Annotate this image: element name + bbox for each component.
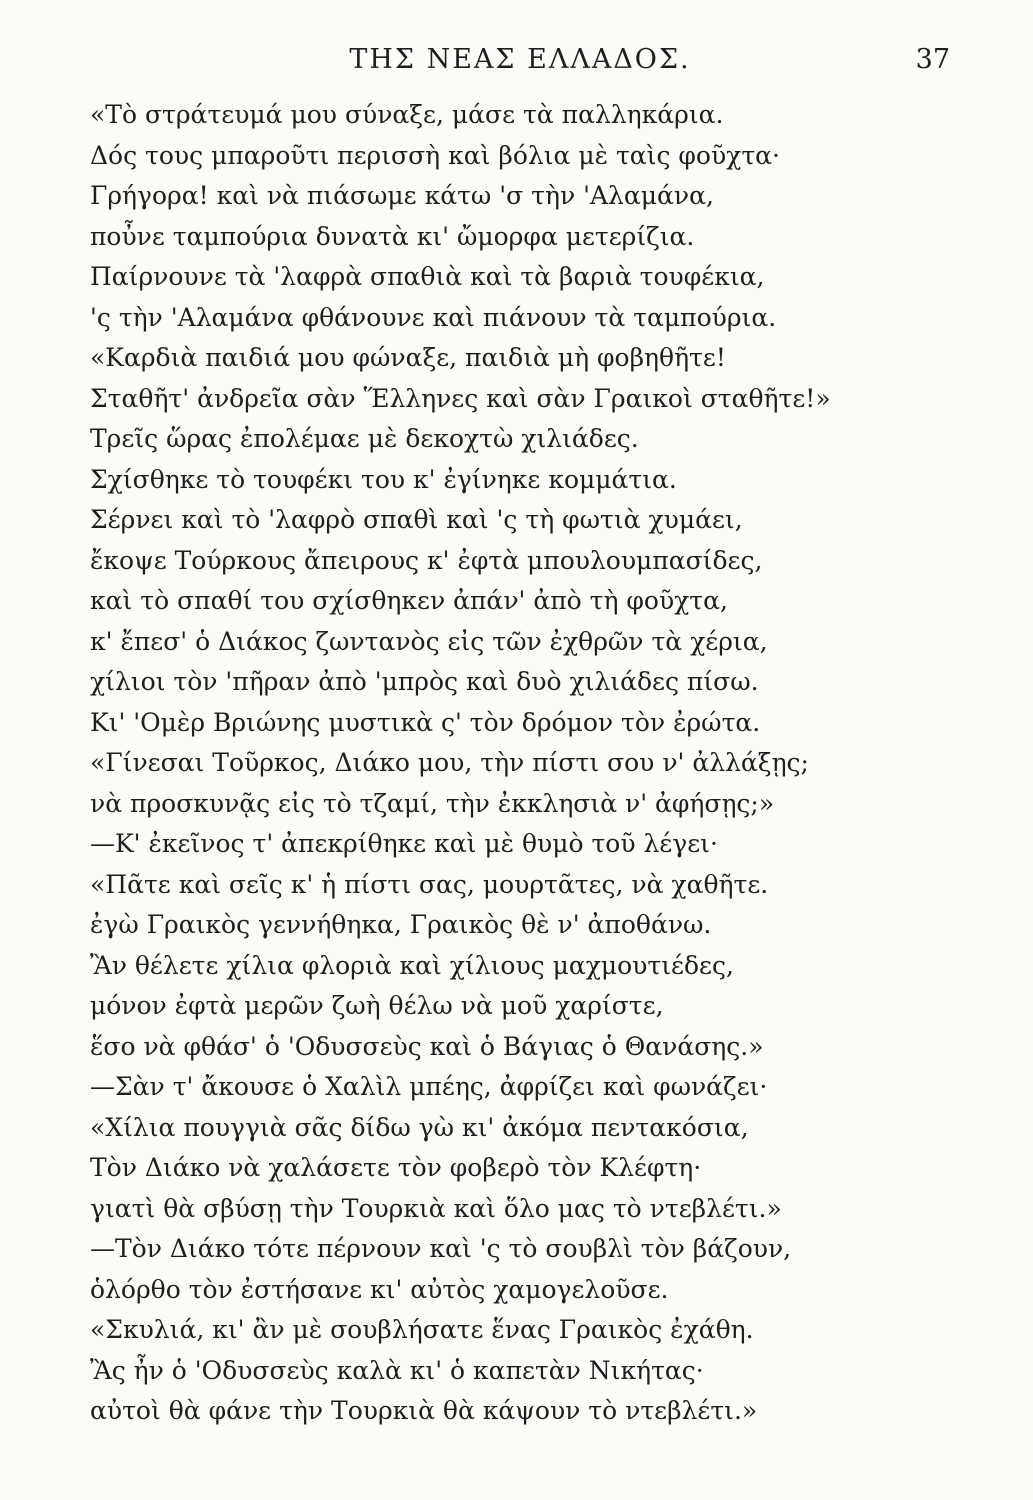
verse-line: κ' ἔπεσ' ὁ Διάκος ζωντανὸς εἰς τῶν ἐχθρῶν τὰ χέρια, bbox=[90, 626, 768, 656]
page-number: 37 bbox=[915, 44, 950, 75]
verse-line: «Καρδιὰ παιδιά μου φώναξε, παιδιὰ μὴ φοβηθῆτε! bbox=[90, 343, 726, 372]
verse-line: ποὖνε ταμπούρια δυνατὰ κι' ὤμορφα μετερίζια. bbox=[90, 221, 695, 251]
verse-line: καὶ τὸ σπαθί του σχίσθηκεν ἀπάν' ἀπὸ τὴ φοῦχτα, bbox=[90, 586, 728, 615]
verse-line: «Τὸ στράτευμά μου σύναξε, μάσε τὰ παλληκάρια. bbox=[90, 100, 724, 129]
verse-line: Σέρνει καὶ τὸ 'λαφρὸ σπαθὶ καὶ 'ς τὴ φωτιὰ χυμάει, bbox=[90, 505, 743, 534]
verse-line: νὰ προσκυνᾷς εἰς τὸ τζαμί, τὴν ἐκκλησιὰ ν' ἀφήσῃς;» bbox=[90, 788, 775, 818]
verse-line: Τρεῖς ὥρας ἐπολέμαε μὲ δεκοχτὼ χιλιάδες. bbox=[90, 424, 639, 453]
verse-line: —Τὸν Διάκο τότε πέρνουν καὶ 'ς τὸ σουβλὶ τὸν βάζουν, bbox=[90, 1234, 792, 1263]
verse-line: 'ς τὴν 'Αλαμάνα φθάνουνε καὶ πιάνουν τὰ ταμπούρια. bbox=[90, 302, 777, 332]
verse-line: Παίρνουνε τὰ 'λαφρὰ σπαθιὰ καὶ τὰ βαριὰ τουφέκια, bbox=[90, 262, 765, 291]
verse-line: Τὸν Διάκο νὰ χαλάσετε τὸν φοβερὸ τὸν Κλέφτη· bbox=[90, 1153, 702, 1182]
verse-line: Σχίσθηκε τὸ τουφέκι του κ' ἐγίνηκε κομμάτια. bbox=[90, 464, 677, 494]
verse-line: γιατὶ θὰ σβύσῃ τὴν Τουρκιὰ καὶ ὅλο μας τὸ ντεβλέτι.» bbox=[90, 1193, 782, 1223]
verse-line: αὐτοὶ θὰ φάνε τὴν Τουρκιὰ θὰ κάψουν τὸ ντεβλέτι.» bbox=[90, 1396, 758, 1425]
verse-line: ἕσο νὰ φθάσ' ὁ 'Οδυσσεὺς καὶ ὁ Βάγιας ὁ Θανάσης.» bbox=[90, 1031, 764, 1061]
verse-line: «Σκυλιά, κι' ἂν μὲ σουβλήσατε ἕνας Γραικὸς ἐχάθη. bbox=[90, 1315, 754, 1344]
verse-line: «Γίνεσαι Τοῦρκος, Διάκο μου, τὴν πίστι σου ν' ἀλλάξῃς; bbox=[90, 748, 809, 777]
poem-text bbox=[90, 95, 950, 1432]
verse-line: ἔκοψε Τούρκους ἄπειρους κ' ἐφτὰ μπουλουμπασίδες, bbox=[90, 545, 763, 575]
verse-line: ἐγὼ Γραικὸς γεννήθηκα, Γραικὸς θὲ ν' ἀποθάνω. bbox=[90, 910, 712, 939]
verse-line: Ἂς ἦν ὁ 'Οδυσσεὺς καλὰ κι' ὁ καπετὰν Νικήτας· bbox=[90, 1355, 704, 1385]
running-title: ΤΗΣ ΝΕΑΣ ΕΛΛΑΔΟΣ. bbox=[349, 44, 691, 75]
verse-line: «Πᾶτε καὶ σεῖς κ' ἡ πίστι σας, μουρτᾶτες, νὰ χαθῆτε. bbox=[90, 869, 769, 899]
page-header bbox=[90, 44, 950, 84]
verse-line: —Σὰν τ' ἄκουσε ὁ Χαλὶλ μπέης, ἀφρίζει καὶ φωνάζει· bbox=[90, 1072, 768, 1101]
verse-line: μόνον ἐφτὰ μερῶν ζωὴ θέλω νὰ μοῦ χαρίστε, bbox=[90, 991, 664, 1020]
verse-line: Ἂν θέλετε χίλια φλοριὰ καὶ χίλιους μαχμουτιέδες, bbox=[90, 950, 734, 980]
verse-line: χίλιοι τὸν 'πῆραν ἀπὸ 'μπρὸς καὶ δυὸ χιλιάδες πίσω. bbox=[90, 667, 759, 696]
verse-line: Σταθῆτ' ἀνδρεῖα σὰν Ἕλληνες καὶ σὰν Γραικοὶ σταθῆτε!» bbox=[90, 383, 831, 413]
verse-line: —Κ' ἐκεῖνος τ' ἀπεκρίθηκε καὶ μὲ θυμὸ τοῦ λέγει· bbox=[90, 829, 718, 858]
verse-line: ὁλόρθο τὸν ἐστήσανε κι' αὐτὸς χαμογελοῦσε. bbox=[90, 1274, 669, 1304]
verse-line: Κι' 'Ομὲρ Βριώνης μυστικὰ ς' τὸν δρόμον τὸν ἐρώτα. bbox=[90, 707, 761, 737]
verse-line: «Χίλια πουγγιὰ σᾶς δίδω γὼ κι' ἀκόμα πεντακόσια, bbox=[90, 1112, 749, 1142]
verse-line: Δός τους μπαροῦτι περισσὴ καὶ βόλια μὲ ταὶς φοῦχτα· bbox=[90, 140, 780, 170]
verse-line: Γρήγορα! καὶ νὰ πιάσωμε κάτω 'σ τὴν 'Αλαμάνα, bbox=[90, 181, 714, 210]
